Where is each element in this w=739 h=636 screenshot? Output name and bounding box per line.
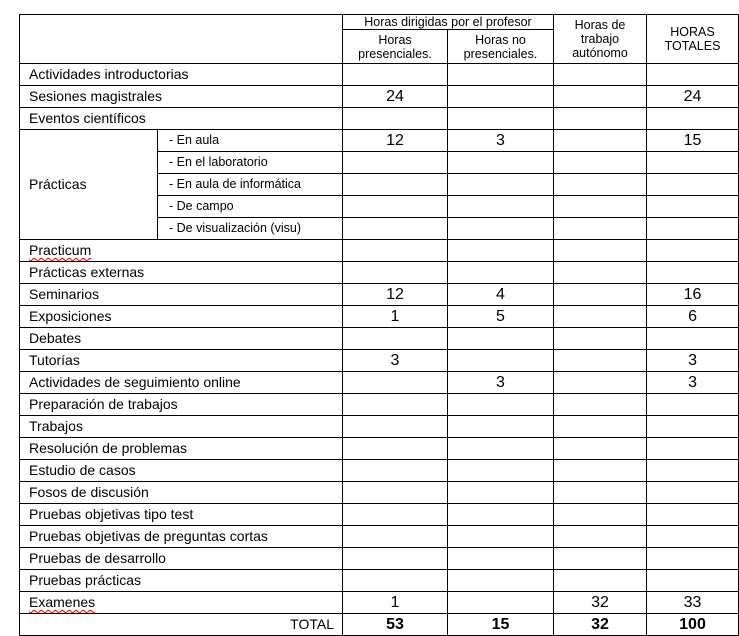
- table-row: [20, 86, 739, 108]
- cell-total: 16: [647, 284, 739, 306]
- cell-pres: [343, 152, 448, 174]
- header-empty-cell: [20, 15, 343, 64]
- row-label: Actividades introductorias: [20, 64, 343, 86]
- cell-pres: [343, 460, 448, 482]
- cell-auto: [554, 262, 647, 284]
- cell-auto: [554, 130, 647, 152]
- cell-auto: [554, 416, 647, 438]
- row-label: Preparación de trabajos: [20, 394, 343, 416]
- cell-pres: 1: [343, 592, 448, 614]
- header-no-presenciales: Horas no presenciales.: [448, 30, 554, 64]
- cell-total: 33: [647, 592, 739, 614]
- table-row: [20, 416, 739, 438]
- table-row: [20, 548, 739, 570]
- cell-pres: [343, 240, 448, 262]
- row-label: [20, 592, 343, 614]
- total-label: TOTAL: [20, 614, 343, 636]
- cell-pres: [343, 372, 448, 394]
- table-row: [20, 306, 739, 328]
- cell-total: [647, 328, 739, 350]
- cell-auto: [554, 460, 647, 482]
- cell-total: 100: [647, 614, 739, 636]
- cell-pres: [343, 548, 448, 570]
- cell-pres: [343, 394, 448, 416]
- cell-total: [647, 108, 739, 130]
- table-row: [20, 438, 739, 460]
- table-row: [20, 570, 739, 592]
- practicas-sub-label: - De campo: [158, 196, 343, 218]
- cell-auto: [554, 482, 647, 504]
- row-label: Pruebas de desarrollo: [20, 548, 343, 570]
- table-row: [20, 284, 739, 306]
- row-label: Pruebas prácticas: [20, 570, 343, 592]
- cell-nopres: [448, 482, 554, 504]
- cell-auto: [554, 284, 647, 306]
- cell-pres: 24: [343, 86, 448, 108]
- table-row: [20, 504, 739, 526]
- cell-auto: [554, 152, 647, 174]
- cell-nopres: [448, 526, 554, 548]
- table-row: [20, 350, 739, 372]
- table-row: [20, 240, 739, 262]
- cell-nopres: [448, 64, 554, 86]
- cell-auto: [554, 306, 647, 328]
- cell-total: 3: [647, 372, 739, 394]
- header-group-title: Horas dirigidas por el profesor: [343, 15, 554, 30]
- practicas-sub-label: - De visualización (visu): [158, 218, 343, 240]
- cell-pres: [343, 64, 448, 86]
- row-label: Seminarios: [20, 284, 343, 306]
- cell-total: 24: [647, 86, 739, 108]
- cell-total: [647, 482, 739, 504]
- cell-nopres: [448, 196, 554, 218]
- cell-total: [647, 416, 739, 438]
- cell-nopres: [448, 350, 554, 372]
- cell-total: [647, 152, 739, 174]
- row-label: Estudio de casos: [20, 460, 343, 482]
- cell-nopres: [448, 218, 554, 240]
- cell-total: [647, 64, 739, 86]
- cell-auto: [554, 394, 647, 416]
- cell-total: 3: [647, 350, 739, 372]
- cell-pres: [343, 218, 448, 240]
- cell-auto: [554, 526, 647, 548]
- practicas-sub-label: - En aula: [158, 130, 343, 152]
- cell-nopres: [448, 570, 554, 592]
- cell-total: 6: [647, 306, 739, 328]
- cell-pres: [343, 504, 448, 526]
- cell-pres: 12: [343, 130, 448, 152]
- table-row: [20, 460, 739, 482]
- cell-pres: [343, 196, 448, 218]
- table-row: [20, 64, 739, 86]
- cell-nopres: [448, 504, 554, 526]
- cell-auto: [554, 504, 647, 526]
- row-label: Pruebas objetivas de preguntas cortas: [20, 526, 343, 548]
- cell-auto: [554, 218, 647, 240]
- cell-auto: [554, 438, 647, 460]
- cell-total: [647, 240, 739, 262]
- header-autonomo: Horas de trabajo autónomo: [554, 15, 647, 64]
- cell-total: [647, 394, 739, 416]
- cell-auto: [554, 64, 647, 86]
- cell-auto: 32: [554, 592, 647, 614]
- cell-nopres: [448, 86, 554, 108]
- cell-pres: [343, 262, 448, 284]
- row-label: Resolución de problemas: [20, 438, 343, 460]
- cell-total: [647, 262, 739, 284]
- cell-nopres: [448, 592, 554, 614]
- cell-total: [647, 570, 739, 592]
- cell-auto: 32: [554, 614, 647, 636]
- cell-pres: [343, 174, 448, 196]
- cell-nopres: [448, 438, 554, 460]
- header-presenciales: Horas presenciales.: [343, 30, 448, 64]
- cell-pres: [343, 328, 448, 350]
- cell-auto: [554, 86, 647, 108]
- row-label: Tutorías: [20, 350, 343, 372]
- cell-nopres: [448, 460, 554, 482]
- cell-total: [647, 526, 739, 548]
- cell-total: [647, 504, 739, 526]
- table-row: [20, 130, 739, 152]
- table-row: [20, 108, 739, 130]
- cell-nopres: [448, 328, 554, 350]
- cell-pres: 1: [343, 306, 448, 328]
- row-label-text: Examenes: [29, 594, 96, 610]
- cell-nopres: 15: [448, 614, 554, 636]
- cell-total: [647, 174, 739, 196]
- row-label: Sesiones magistrales: [20, 86, 343, 108]
- cell-total: [647, 196, 739, 218]
- cell-auto: [554, 328, 647, 350]
- row-label: Trabajos: [20, 416, 343, 438]
- cell-pres: 53: [343, 614, 448, 636]
- cell-auto: [554, 350, 647, 372]
- hours-table: [19, 14, 739, 636]
- total-row: [20, 614, 739, 636]
- row-label: Actividades de seguimiento online: [20, 372, 343, 394]
- cell-auto: [554, 372, 647, 394]
- cell-nopres: 3: [448, 130, 554, 152]
- row-label: Fosos de discusión: [20, 482, 343, 504]
- table-row: [20, 592, 739, 614]
- cell-nopres: [448, 394, 554, 416]
- row-label: Exposiciones: [20, 306, 343, 328]
- cell-auto: [554, 548, 647, 570]
- table-row: [20, 262, 739, 284]
- table-row: [20, 482, 739, 504]
- cell-total: [647, 460, 739, 482]
- cell-nopres: 4: [448, 284, 554, 306]
- cell-pres: [343, 526, 448, 548]
- cell-nopres: 5: [448, 306, 554, 328]
- cell-pres: [343, 108, 448, 130]
- cell-pres: [343, 416, 448, 438]
- cell-nopres: [448, 262, 554, 284]
- cell-pres: 3: [343, 350, 448, 372]
- cell-auto: [554, 108, 647, 130]
- cell-auto: [554, 570, 647, 592]
- cell-nopres: [448, 174, 554, 196]
- cell-total: [647, 218, 739, 240]
- cell-nopres: [448, 108, 554, 130]
- row-label: [20, 240, 343, 262]
- cell-auto: [554, 196, 647, 218]
- cell-nopres: [448, 240, 554, 262]
- header-totales: HORAS TOTALES: [647, 15, 739, 64]
- table-row: [20, 394, 739, 416]
- row-label: Eventos científicos: [20, 108, 343, 130]
- table-row: [20, 372, 739, 394]
- cell-nopres: 3: [448, 372, 554, 394]
- row-label: Pruebas objetivas tipo test: [20, 504, 343, 526]
- cell-pres: [343, 482, 448, 504]
- cell-total: 15: [647, 130, 739, 152]
- cell-auto: [554, 174, 647, 196]
- practicas-group-label: Prácticas: [20, 130, 158, 240]
- cell-total: [647, 548, 739, 570]
- cell-nopres: [448, 152, 554, 174]
- practicas-sub-label: - En aula de informática: [158, 174, 343, 196]
- row-label: Prácticas externas: [20, 262, 343, 284]
- cell-auto: [554, 240, 647, 262]
- cell-pres: 12: [343, 284, 448, 306]
- table-row: [20, 328, 739, 350]
- cell-nopres: [448, 416, 554, 438]
- row-label: Debates: [20, 328, 343, 350]
- cell-total: [647, 438, 739, 460]
- cell-pres: [343, 438, 448, 460]
- row-label-text: Practicum: [29, 242, 92, 258]
- header-row-1: [20, 15, 739, 30]
- table-row: [20, 526, 739, 548]
- cell-nopres: [448, 548, 554, 570]
- cell-pres: [343, 570, 448, 592]
- practicas-sub-label: - En el laboratorio: [158, 152, 343, 174]
